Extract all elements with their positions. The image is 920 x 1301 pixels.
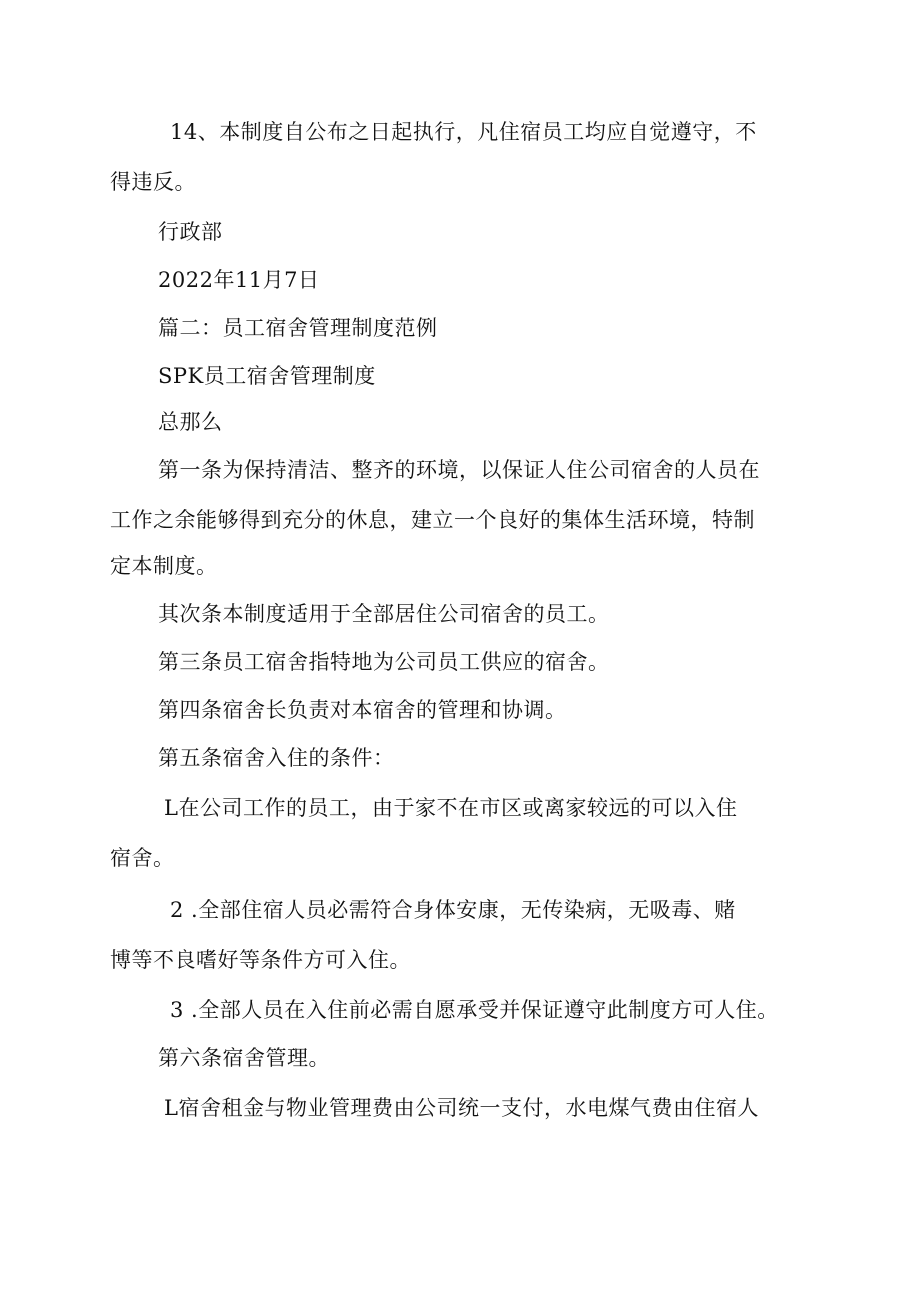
text-line: 工作之余能够得到充分的休息，建立一个良好的集体生活环境，特制 xyxy=(110,508,755,532)
text-line: 博等不良嗜好等条件方可入住。 xyxy=(110,948,411,972)
text-line: 第一条为保持清洁、整齐的环境，以保证人住公司宿舍的人员在 xyxy=(158,458,760,482)
text-line: 第三条员工宿舍指特地为公司员工供应的宿舍。 xyxy=(158,650,610,674)
text-line: 定本制度。 xyxy=(110,554,218,578)
text-line: 第六条宿舍管理。 xyxy=(158,1046,330,1070)
text-line: 行政部 xyxy=(158,220,223,244)
text-line: L在公司工作的员工，由于家不在市区或离家较远的可以入住 xyxy=(164,796,738,820)
text-line: 得违反。 xyxy=(110,170,196,194)
text-line: 2022年11月7日 xyxy=(158,268,320,292)
text-line: 其次条本制度适用于全部居住公司宿舍的员工。 xyxy=(158,602,610,626)
text-line: 2 .全部住宿人员必需符合身体安康，无传染病，无吸毒、赌 xyxy=(170,898,736,922)
text-line: 总那么 xyxy=(158,410,223,434)
text-line: L宿舍租金与物业管理费由公司统一支付，水电煤气费由住宿人 xyxy=(164,1096,759,1120)
text-line: 第五条宿舍入住的条件： xyxy=(158,746,395,770)
text-line: SPK员工宿舍管理制度 xyxy=(158,364,376,388)
text-line: 14、本制度自公布之日起执行，凡住宿员工均应自觉遵守，不 xyxy=(170,120,757,144)
text-line: 3 .全部人员在入住前必需自愿承受并保证遵守此制度方可人住。 xyxy=(170,998,779,1022)
text-line: 篇二：员工宿舍管理制度范例 xyxy=(158,316,438,340)
text-line: 第四条宿舍长负责对本宿舍的管理和协调。 xyxy=(158,698,567,722)
text-line: 宿舍。 xyxy=(110,846,175,870)
